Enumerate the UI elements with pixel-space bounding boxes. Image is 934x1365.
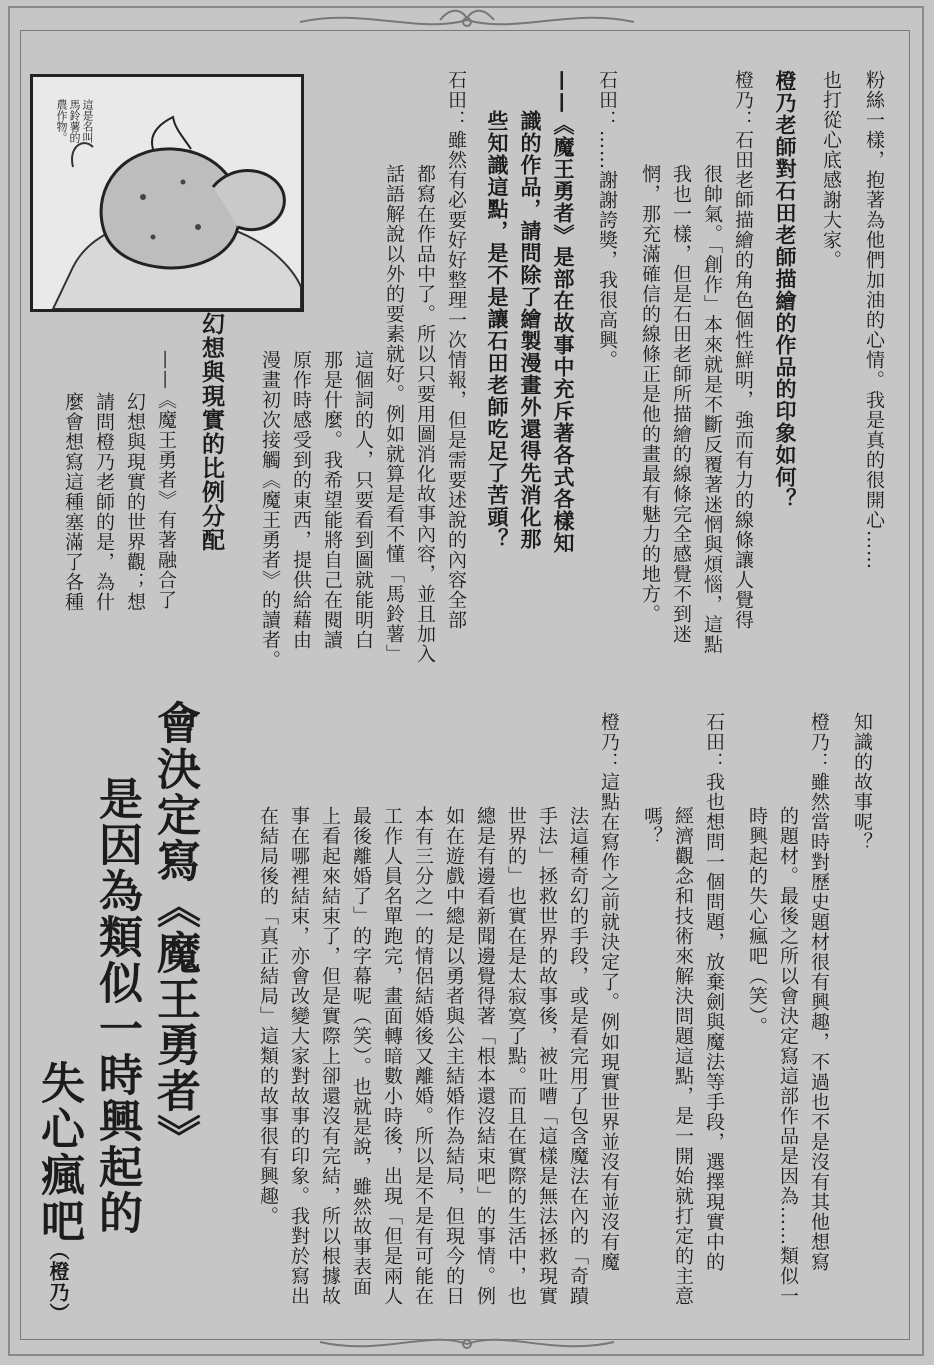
text-line: 法這種奇幻的手段，或是看完用了包含魔法在內的「奇蹟	[567, 806, 589, 1306]
text-line: 我也一樣，但是石田老師所描繪的線條完全感覺不到迷	[670, 164, 692, 644]
top-ornament-icon	[0, 4, 934, 36]
text-line: 嗎？	[641, 806, 663, 846]
question-line: ——《魔王勇者》有著融合了	[155, 350, 177, 610]
text-line: 那是什麼。我希望能將自己在閱讀	[321, 350, 343, 650]
text-line: 粉絲一樣，抱著為他們加油的心情。我是真的很開心……	[863, 70, 885, 570]
text-line: 話語解說以外的要素就好。例如就算是看不懂「馬鈴薯」	[383, 164, 405, 664]
answer-line: 石田：……謝謝誇獎，我很高興。	[596, 70, 618, 370]
text-line: 漫畫初次接觸《魔王勇者》的讀者。	[259, 350, 281, 670]
question-line: 請問橙乃老師的是，為什	[93, 392, 115, 612]
text-line: 手法」拯救世界的故事後，被吐嘈「這樣是無法拯救現實	[536, 806, 558, 1306]
question-line: 麼會想寫這種塞滿了各種	[62, 392, 84, 612]
text-line: 工作人員名單跑完，畫面轉暗數小時後，出現「但是兩人	[381, 806, 403, 1306]
text-line: 最後離婚了」的字幕呢（笑）。也就是說，雖然故事表面	[350, 806, 372, 1297]
headline: 失心瘋吧	[33, 1060, 84, 1244]
headline: 會決定寫《魔王勇者》	[149, 700, 200, 1160]
text-line: 世界的」也實在是太寂寞了點。而且在實際的生活中，也	[505, 806, 527, 1306]
question-heading: 識的作品，請問除了繪製漫畫外還得先消化那	[518, 110, 543, 550]
question-heading: 橙乃老師對石田老師描繪的作品的印象如何？	[773, 70, 798, 510]
text-line: 在結局後的「真正結局」這類的故事很有興趣。	[257, 806, 279, 1226]
text-line: 的題材。最後之所以會決定寫這部作品是因為……類似一	[777, 806, 799, 1306]
headline-credit: （橙乃）	[46, 1240, 70, 1324]
answer-line: 橙乃：石田老師描繪的角色個性鮮明，強而有力的線條讓人覺得	[732, 70, 754, 630]
text-line: 原作時感受到的東西，提供給藉由	[290, 350, 312, 650]
text-line: 如在遊戲中總是以勇者與公主結婚作為結局，但現今的日	[443, 806, 465, 1306]
bottom-ornament-icon	[0, 1328, 934, 1360]
text-line: 這個詞的人，只要看到圖就能明白	[352, 350, 374, 650]
text-line: 經濟觀念和技術來解決問題這點，是一開始就打定的主意	[672, 806, 694, 1306]
text-line: 都寫在作品中了。所以只要用圖消化故事內容，並且加入	[414, 164, 436, 664]
answer-line: 橙乃：這點在寫作之前就決定了。例如現實世界並沒有並沒有魔	[598, 712, 620, 1272]
question-line: 幻想與現實的世界觀；想	[124, 392, 146, 612]
question-heading: 些知識這點，是不是讓石田老師吃足了苦頭？	[485, 110, 510, 550]
text-line: 很帥氣。「創作」本來就是不斷反覆著迷惘與煩惱，這點	[701, 164, 723, 655]
text-line: 事在哪裡結束，亦會改變大家對故事的印象。我對於寫出	[288, 806, 310, 1306]
potato-illustration	[30, 74, 304, 312]
text-line: 惘，那充滿確信的線條正是他的畫最有魅力的地方。	[639, 164, 661, 624]
question-line: 知識的故事呢？	[851, 712, 873, 852]
section-heading: 幻想與現實的比例分配	[198, 312, 225, 552]
text-line: 總是有邊看新聞邊覺得著「根本還沒結束吧」的事情。例	[474, 806, 496, 1306]
question-heading: ——《魔王勇者》是部在故事中充斥著各式各樣知	[551, 70, 576, 554]
headline: 是因為類似一時興起的	[91, 776, 142, 1236]
answer-line: 石田：雖然有必要好好整理一次情報，但是需要述說的內容全部	[445, 70, 467, 630]
text-line: 上看起來結束了，但是實際上卻還沒有完結，所以根據故	[319, 806, 341, 1306]
text-line: 本有三分之一的情侶結婚後又離婚。所以是不是有可能在	[412, 806, 434, 1306]
text-line: 也打從心底感謝大家。	[820, 70, 842, 270]
answer-line: 石田：我也想問一個問題，放棄劍與魔法等手段，選擇現實中的	[703, 712, 725, 1272]
answer-line: 橙乃：雖然當時對歷史題材很有興趣，不過也不是沒有其他想寫	[808, 712, 830, 1272]
illustration-caption: 這是名叫 馬鈴薯的 農作物。	[55, 99, 94, 143]
text-line: 時興起的失心瘋吧（笑）。	[746, 806, 768, 1037]
